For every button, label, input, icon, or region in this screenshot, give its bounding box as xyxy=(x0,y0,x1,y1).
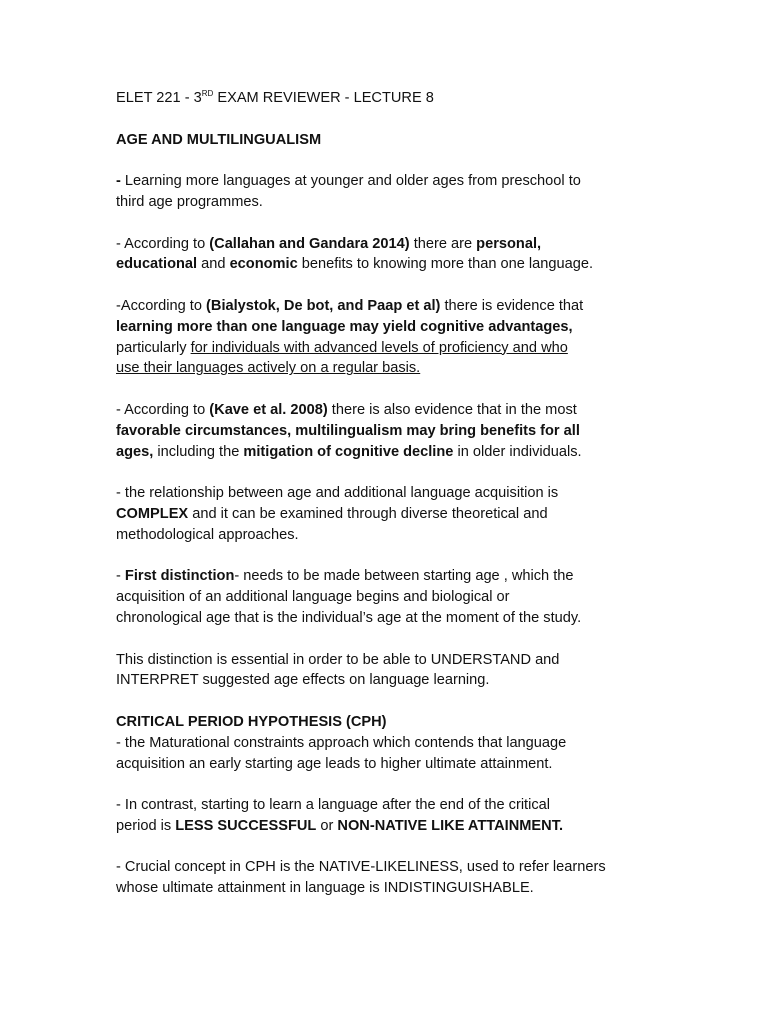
superscript-rd: RD xyxy=(201,89,214,98)
paragraph-bialystok: -According to (Bialystok, De bot, and Paap et al) there is evidence that learning more than one language may yield cognitive advantages, particularly for individuals with advanced levels of proficiency and who use their languages actively on a regular basis. xyxy=(116,297,584,377)
document-body xyxy=(116,88,661,899)
paragraph-first-distinction: - First distinction- needs to be made between starting age , which the acquisition of an additional language begins and biological or chronological age that is the individual’s age at the moment of the study. xyxy=(116,568,582,626)
paragraph-learning-languages: - Learning more languages at younger and older ages from preschool to third age programmes. xyxy=(116,173,581,210)
paragraph-native-likeliness: - Crucial concept in CPH is the NATIVE-LIKELINESS, used to refer learners whose ultimate attainment in language is INDISTINGUISHABLE. xyxy=(116,859,606,897)
document-title: ELET 221 - 3RD EXAM REVIEWER - LECTURE 8 xyxy=(116,89,434,106)
section-heading-cph: CRITICAL PERIOD HYPOTHESIS (CPH) xyxy=(116,713,387,730)
paragraph-kave: - According to (Kave et al. 2008) there is also evidence that in the most favorable circumstances, multilingualism may bring benefits for all ages, including the mitigation of cognitive decline in older individuals. xyxy=(116,401,582,460)
paragraph-distinction-essential: This distinction is essential in order to be able to UNDERSTAND and INTERPRET suggested age effects on language learning. xyxy=(116,651,560,689)
paragraph-in-contrast: - In contrast, starting to learn a language after the end of the critical period is LESS SUCCESSFUL or NON-NATIVE LIKE ATTAINMENT. xyxy=(116,797,564,834)
paragraph-relationship-complex: - the relationship between age and additional language acquisition is COMPLEX and it can be examined through diverse theoretical and methodological approaches. xyxy=(116,485,559,543)
section-heading-age-multilingualism: AGE AND MULTILINGUALISM xyxy=(116,131,322,148)
paragraph-maturational: - the Maturational constraints approach which contends that language acquisition an early starting age leads to higher ultimate attainment. xyxy=(116,734,567,772)
paragraph-callahan-gandara: - According to (Callahan and Gandara 2014) there are personal, educational and economic benefits to knowing more than one language. xyxy=(116,235,594,273)
